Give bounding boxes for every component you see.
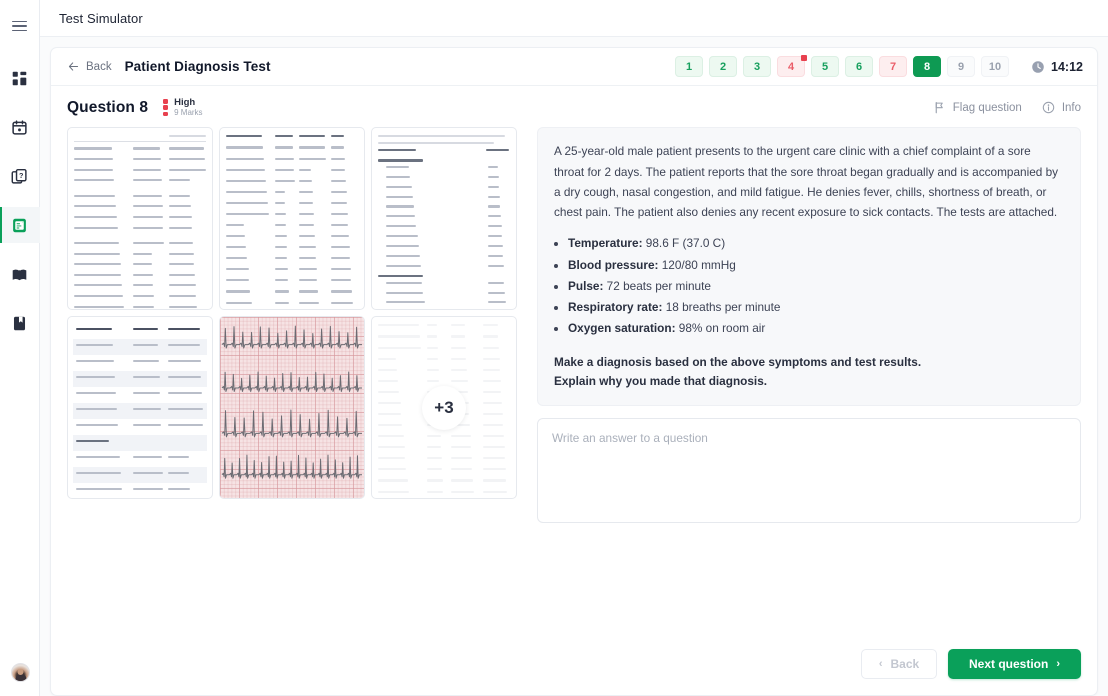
info-circle-icon <box>1042 101 1055 114</box>
chevron-left-icon: ‹ <box>878 658 883 670</box>
next-question-button[interactable] <box>948 649 1081 679</box>
vital-value: 120/80 mmHg <box>658 257 736 272</box>
attachment-lab-panel-table[interactable] <box>67 127 213 310</box>
back-button-label: Back <box>890 657 920 671</box>
card-header <box>51 48 1097 86</box>
vital-label: Pulse: <box>568 278 604 293</box>
left-sidebar <box>0 0 40 696</box>
vital-item <box>568 233 1064 254</box>
attachment-ecg-strip[interactable] <box>219 316 365 499</box>
attachment-complete-blood-count[interactable] <box>67 316 213 499</box>
ecg-image <box>220 317 364 498</box>
calendar-icon <box>11 119 28 136</box>
question-header-row <box>51 86 1097 117</box>
main-column <box>40 0 1108 696</box>
attachment-additional-report[interactable] <box>371 316 517 499</box>
back-link-label: Back <box>86 60 112 73</box>
open-book-icon <box>11 266 28 283</box>
arrow-left-icon <box>67 60 80 73</box>
page-title: Patient Diagnosis Test <box>124 59 271 74</box>
sidebar-item-bookmarks[interactable] <box>0 305 40 341</box>
timer-value: 14:12 <box>1051 59 1083 74</box>
question-flag-marker-icon <box>801 55 807 61</box>
hamburger-menu-icon[interactable] <box>0 8 40 44</box>
question-chip-4[interactable]: 4 <box>777 56 805 77</box>
vital-value: 18 breaths per minute <box>662 300 781 315</box>
chevron-right-icon: › <box>1056 658 1060 670</box>
vital-value: 98% on room air <box>675 321 766 336</box>
sidebar-item-calendar[interactable] <box>0 109 40 145</box>
info-label: Info <box>1061 101 1081 114</box>
difficulty-badge <box>163 98 202 117</box>
vital-label: Respiratory rate: <box>568 300 663 315</box>
bookmark-icon <box>11 315 28 332</box>
question-panel <box>537 127 1081 635</box>
question-marks: 9 Marks <box>174 107 203 117</box>
vital-value: 72 beats per minute <box>603 278 711 293</box>
vital-item <box>568 276 1064 297</box>
sidebar-item-library[interactable] <box>0 256 40 292</box>
sidebar-item-dashboard[interactable] <box>0 60 40 96</box>
question-chip-8[interactable]: 8 <box>913 56 941 77</box>
note-document-icon <box>11 217 28 234</box>
avatar[interactable] <box>11 663 30 682</box>
vital-label: Temperature: <box>568 236 643 251</box>
flag-icon <box>933 101 946 114</box>
question-chip-2[interactable]: 2 <box>709 56 737 77</box>
question-chip-1[interactable]: 1 <box>675 56 703 77</box>
question-chip-5[interactable]: 5 <box>811 56 839 77</box>
vital-item <box>568 318 1064 339</box>
vital-label: Oxygen saturation: <box>568 321 676 336</box>
sidebar-nav <box>0 60 40 354</box>
vitals-list <box>554 233 1064 339</box>
attachment-urine-characteristics[interactable] <box>371 127 517 310</box>
vital-label: Blood pressure: <box>568 257 659 272</box>
svg-text:?: ? <box>18 170 24 180</box>
flag-question-label: Flag question <box>952 101 1022 114</box>
card-footer <box>51 635 1097 695</box>
attachment-thumbnails <box>67 127 519 635</box>
question-chip-10[interactable]: 10 <box>981 56 1009 77</box>
vital-item <box>568 297 1064 318</box>
timer <box>1031 60 1083 74</box>
sidebar-item-question-bank[interactable] <box>0 158 40 194</box>
vital-item <box>568 255 1064 276</box>
more-attachments-count: +3 <box>422 386 466 430</box>
next-question-label: Next question <box>968 657 1049 671</box>
back-button[interactable] <box>861 649 937 679</box>
question-paragraph: A 25-year-old male patient presents to the urgent care clinic with a chief complaint of a sore throat for 2 days. The patient reports that the sore throat began gradually and is accompanied by a dry cough, nasal congestion, and mild fatigue. He denies fever, chills, shortness of breath, or chest pain. The patient also denies any recent exposure to sick contacts. The tests are attached. <box>554 144 1059 220</box>
answer-input[interactable] <box>537 418 1081 523</box>
vital-value: 98.6 F (37.0 C) <box>642 236 726 251</box>
question-cards-icon <box>11 168 28 185</box>
attachment-urine-analysis-table[interactable] <box>219 127 365 310</box>
top-bar <box>40 0 1108 37</box>
question-chip-6[interactable]: 6 <box>845 56 873 77</box>
question-body <box>51 117 1097 635</box>
question-chip-7[interactable]: 7 <box>879 56 907 77</box>
question-chip-3[interactable]: 3 <box>743 56 771 77</box>
ecg-trace <box>220 317 364 497</box>
question-content <box>537 127 1081 406</box>
question-title: Question 8 <box>67 98 149 116</box>
flag-question-button[interactable] <box>933 101 1022 114</box>
back-link[interactable] <box>67 60 112 73</box>
difficulty-bars-icon <box>163 99 168 116</box>
app-title: Test Simulator <box>59 10 143 26</box>
instruction-line-2: Explain why you made that diagnosis. <box>554 373 768 388</box>
question-chip-9[interactable]: 9 <box>947 56 975 77</box>
sidebar-item-test-simulator[interactable] <box>0 207 40 243</box>
clock-icon <box>1031 60 1045 74</box>
test-card <box>50 47 1098 696</box>
content-stage <box>40 37 1108 696</box>
difficulty-level: High <box>174 97 196 108</box>
grid-dashboard-icon <box>11 70 28 87</box>
question-navigator <box>675 56 1009 77</box>
info-button[interactable] <box>1042 101 1081 114</box>
instruction-line-1: Make a diagnosis based on the above symptoms and test results. <box>554 354 922 369</box>
